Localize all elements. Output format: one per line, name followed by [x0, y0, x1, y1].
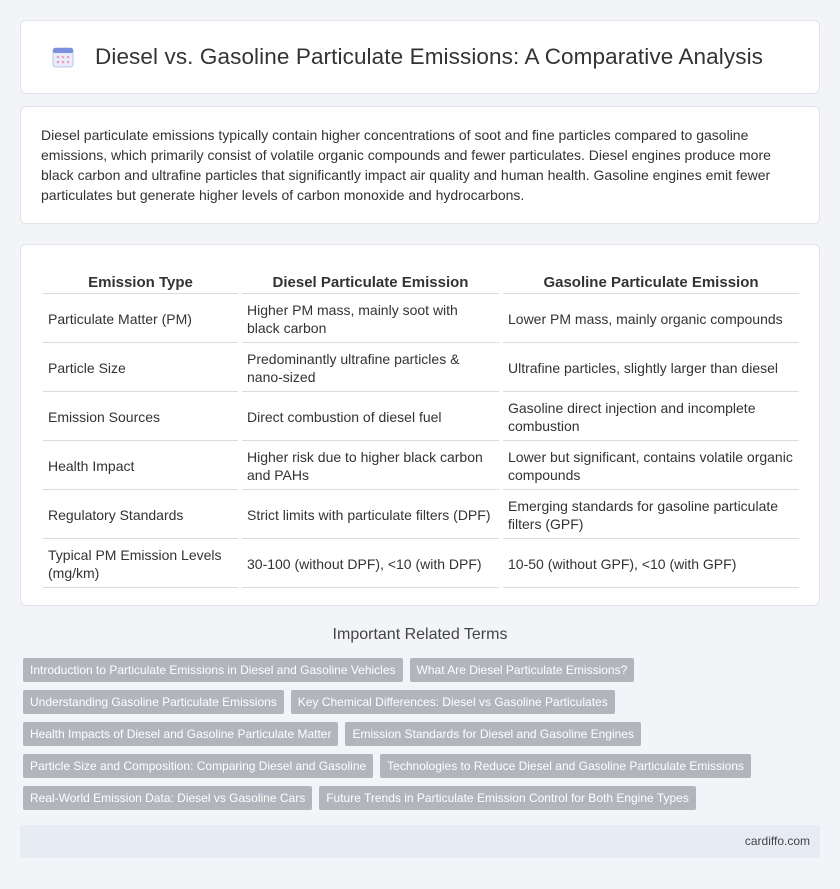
diesel-cell: Higher PM mass, mainly soot with black carbon [242, 294, 499, 343]
gasoline-cell: Ultrafine particles, slightly larger than diesel [503, 343, 799, 392]
row-label: Health Impact [43, 441, 238, 490]
row-label: Regulatory Standards [43, 490, 238, 539]
gasoline-cell: Gasoline direct injection and incomplete combustion [503, 392, 799, 441]
related-term-tag[interactable]: Real-World Emission Data: Diesel vs Gasoline Cars [23, 786, 312, 810]
related-term-tag[interactable]: Health Impacts of Diesel and Gasoline Particulate Matter [23, 722, 338, 746]
related-term-tag[interactable]: Emission Standards for Diesel and Gasoline Engines [345, 722, 640, 746]
gasoline-cell: 10-50 (without GPF), <10 (with GPF) [503, 539, 799, 588]
page-footer [20, 825, 820, 858]
diesel-cell: 30-100 (without DPF), <10 (with DPF) [242, 539, 499, 588]
table-row [43, 490, 799, 539]
related-term-tag[interactable]: Technologies to Reduce Diesel and Gasoline Particulate Emissions [380, 754, 751, 778]
row-label: Emission Sources [43, 392, 238, 441]
column-header-diesel: Diesel Particulate Emission [242, 265, 499, 294]
table-row [43, 441, 799, 490]
related-term-tag[interactable]: What Are Diesel Particulate Emissions? [410, 658, 635, 682]
column-header-gasoline: Gasoline Particulate Emission [503, 265, 799, 294]
gasoline-cell: Emerging standards for gasoline particulate filters (GPF) [503, 490, 799, 539]
calendar-grid-icon [50, 44, 76, 70]
row-label: Typical PM Emission Levels (mg/km) [43, 539, 238, 588]
comparison-table [39, 265, 803, 588]
diesel-cell: Predominantly ultrafine particles & nano-sized [242, 343, 499, 392]
related-term-tag[interactable]: Understanding Gasoline Particulate Emissions [23, 690, 284, 714]
row-label: Particle Size [43, 343, 238, 392]
intro-card [20, 106, 820, 224]
comparison-table-card [20, 244, 820, 606]
related-terms-list [23, 658, 823, 810]
row-label: Particulate Matter (PM) [43, 294, 238, 343]
related-term-tag[interactable]: Introduction to Particulate Emissions in Diesel and Gasoline Vehicles [23, 658, 403, 682]
page-header [20, 20, 820, 94]
related-term-tag[interactable]: Future Trends in Particulate Emission Control for Both Engine Types [319, 786, 696, 810]
related-term-tag[interactable]: Key Chemical Differences: Diesel vs Gasoline Particulates [291, 690, 615, 714]
diesel-cell: Higher risk due to higher black carbon and PAHs [242, 441, 499, 490]
column-header-emission-type: Emission Type [43, 265, 238, 294]
intro-paragraph: Diesel particulate emissions typically contain higher concentrations of soot and fine particles compared to gasoline emissions, which primarily consist of volatile organic compounds and fewer particulates. Diesel engines produce more black carbon and ultrafine particles that significantly impact air quality and human health. Gasoline engines emit fewer particulates but generate higher levels of carbon monoxide and hydrocarbons. [41, 127, 771, 203]
diesel-cell: Strict limits with particulate filters (DPF) [242, 490, 499, 539]
related-terms-heading: Important Related Terms [332, 626, 508, 643]
table-header-row [43, 265, 799, 294]
diesel-cell: Direct combustion of diesel fuel [242, 392, 499, 441]
gasoline-cell: Lower PM mass, mainly organic compounds [503, 294, 799, 343]
gasoline-cell: Lower but significant, contains volatile organic compounds [503, 441, 799, 490]
footer-site-link[interactable]: cardiffo.com [744, 834, 810, 848]
table-row [43, 392, 799, 441]
table-row [43, 294, 799, 343]
related-term-tag[interactable]: Particle Size and Composition: Comparing Diesel and Gasoline [23, 754, 373, 778]
table-row [43, 343, 799, 392]
table-row [43, 539, 799, 588]
page-title: Diesel vs. Gasoline Particulate Emissions: A Comparative Analysis [95, 44, 764, 69]
